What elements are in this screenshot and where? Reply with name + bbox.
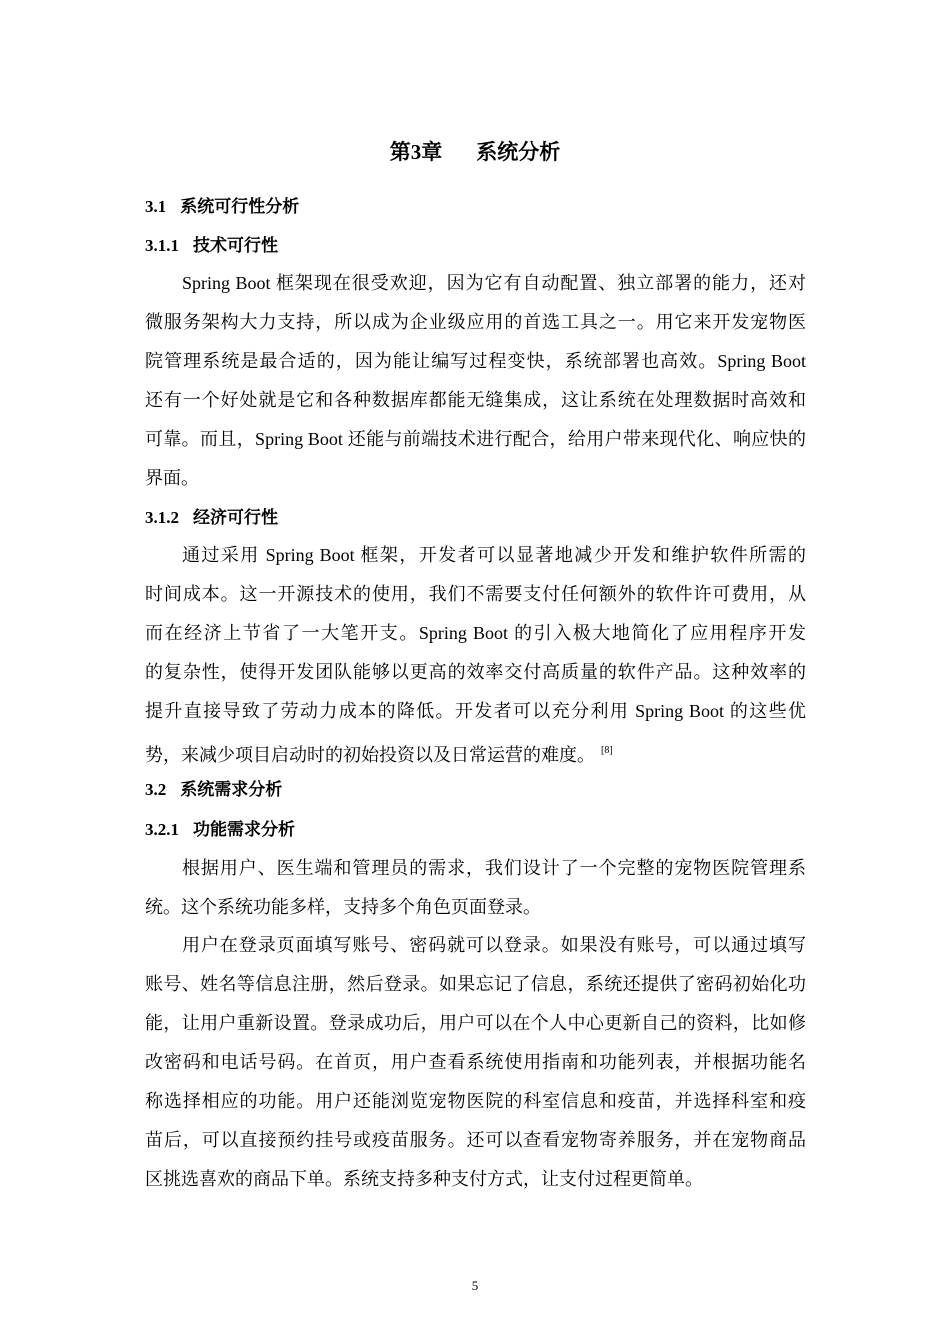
section-title: 功能需求分析 xyxy=(193,820,295,839)
text-line-content: 能，让用户重新设置。登录成功后，用户可以在个人中心更新自己的资料，比如修 xyxy=(145,1013,806,1033)
text-line-content: 统。这个系统功能多样，支持多个角色页面登录。 xyxy=(145,897,541,917)
paragraph xyxy=(145,536,806,770)
text-line-content: 时间成本。这一开源技术的使用，我们不需要支付任何额外的软件许可费用，从 xyxy=(145,584,806,604)
text-line xyxy=(145,264,806,303)
text-line xyxy=(145,731,806,770)
text-line-content: 院管理系统是最合适的，因为能让编写过程变快，系统部署也高效。Spring Boot xyxy=(145,351,806,371)
text-line xyxy=(145,926,806,965)
section-title: 技术可行性 xyxy=(193,236,278,255)
text-line-content: 区挑选喜欢的商品下单。系统支持多种支付方式，让支付过程更简单。 xyxy=(145,1169,703,1189)
text-line xyxy=(145,1082,806,1121)
text-line xyxy=(145,692,806,731)
text-line xyxy=(145,1004,806,1043)
paragraph xyxy=(145,926,806,1199)
text-line-content: 而在经济上节省了一大笔开支。Spring Boot 的引入极大地简化了应用程序开发 xyxy=(145,623,806,643)
page-number: 5 xyxy=(471,1278,479,1293)
text-line xyxy=(145,1121,806,1160)
text-line xyxy=(145,965,806,1004)
chapter-number: 第3章 xyxy=(389,140,443,164)
text-line-content: Spring Boot 框架现在很受欢迎，因为它有自动配置、独立部署的能力，还对 xyxy=(182,273,806,293)
section-number: 3.1.2 xyxy=(145,508,179,527)
section-number: 3.1 xyxy=(145,197,167,216)
text-line xyxy=(145,381,806,420)
section-number: 3.2.1 xyxy=(145,820,179,839)
section-number: 3.1.1 xyxy=(145,236,179,255)
section-number: 3.2 xyxy=(145,780,167,799)
citation-marker: [8] xyxy=(601,745,613,756)
subsection-heading xyxy=(145,235,806,257)
text-line-content: 势，来减少项目启动时的初始投资以及日常运营的难度。 xyxy=(145,745,595,765)
subsection-heading xyxy=(145,819,806,841)
text-line xyxy=(145,653,806,692)
text-line xyxy=(145,849,806,888)
text-line xyxy=(145,1160,806,1199)
text-line-content: 用户在登录页面填写账号、密码就可以登录。如果没有账号，可以通过填写 xyxy=(182,935,806,955)
text-line xyxy=(145,342,806,381)
text-line xyxy=(145,1043,806,1082)
text-line xyxy=(145,303,806,342)
paragraph xyxy=(145,264,806,498)
paragraph xyxy=(145,849,806,927)
text-line xyxy=(145,888,806,927)
text-line-content: 账号、姓名等信息注册，然后登录。如果忘记了信息，系统还提供了密码初始化功 xyxy=(145,974,806,994)
text-line xyxy=(145,459,806,498)
text-line-content: 可靠。而且，Spring Boot 还能与前端技术进行配合，给用户带来现代化、响应快的 xyxy=(145,429,806,449)
text-line-content: 通过采用 Spring Boot 框架，开发者可以显著地减少开发和维护软件所需的 xyxy=(182,545,806,565)
text-line-content: 的复杂性，使得开发团队能够以更高的效率交付高质量的软件产品。这种效率的 xyxy=(145,662,806,682)
text-line xyxy=(145,614,806,653)
text-line-content: 还有一个好处就是它和各种数据库都能无缝集成，这让系统在处理数据时高效和 xyxy=(145,390,806,410)
text-line xyxy=(145,536,806,575)
text-line-content: 根据用户、医生端和管理员的需求，我们设计了一个完整的宠物医院管理系 xyxy=(182,858,806,878)
chapter-title xyxy=(0,136,950,166)
text-line-content: 提升直接导致了劳动力成本的降低。开发者可以充分利用 Spring Boot 的这些优 xyxy=(145,701,806,721)
text-line-content: 界面。 xyxy=(145,468,199,488)
text-line-content: 微服务架构大力支持，所以成为企业级应用的首选工具之一。用它来开发宠物医 xyxy=(145,312,806,332)
section-heading xyxy=(145,779,806,801)
section-title: 系统需求分析 xyxy=(180,780,283,799)
section-title: 经济可行性 xyxy=(193,508,278,527)
section-title: 系统可行性分析 xyxy=(180,197,300,216)
section-heading xyxy=(145,196,806,218)
chapter-name: 系统分析 xyxy=(476,140,561,164)
text-line-content: 称选择相应的功能。用户还能浏览宠物医院的科室信息和疫苗，并选择科室和疫 xyxy=(145,1091,806,1111)
text-line-content: 苗后，可以直接预约挂号或疫苗服务。还可以查看宠物寄养服务，并在宠物商品 xyxy=(145,1130,806,1150)
subsection-heading xyxy=(145,507,806,529)
text-line xyxy=(145,575,806,614)
text-line xyxy=(145,420,806,459)
text-line-content: 改密码和电话号码。在首页，用户查看系统使用指南和功能列表，并根据功能名 xyxy=(145,1052,806,1072)
